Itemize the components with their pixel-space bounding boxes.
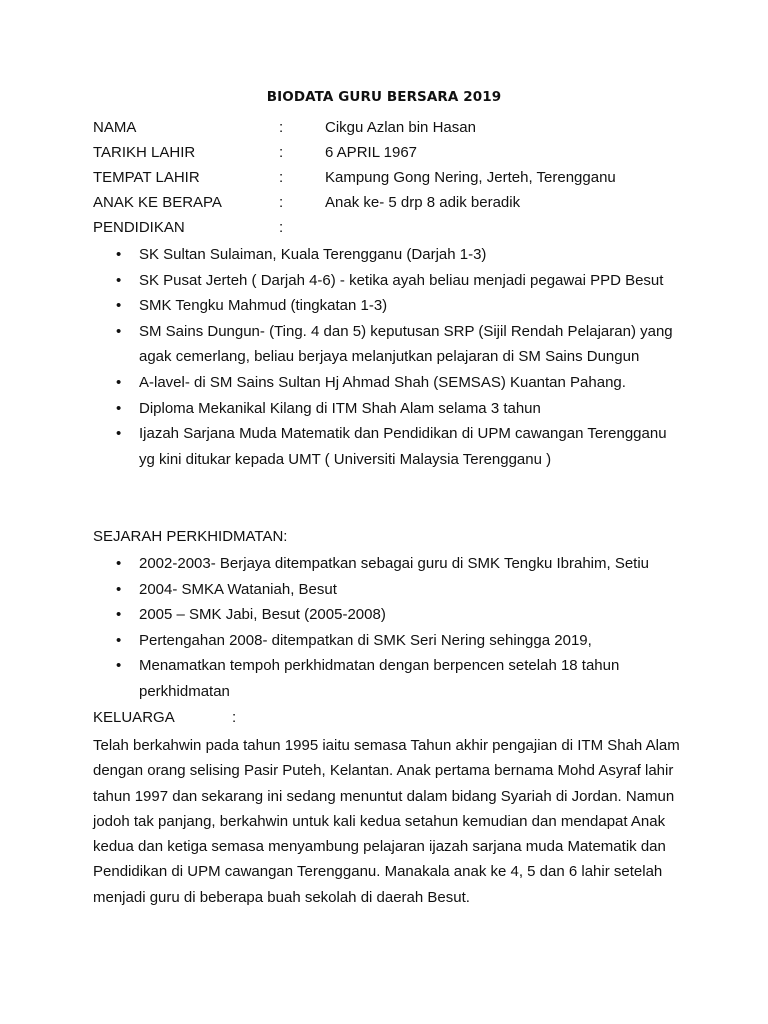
field-value: 6 APRIL 1967 bbox=[325, 144, 418, 161]
bullet-icon: • bbox=[116, 657, 122, 675]
family-label: KELUARGA bbox=[93, 709, 175, 726]
bullet-icon: • bbox=[116, 425, 122, 443]
bullet-icon: • bbox=[116, 555, 122, 572]
page-title: BIODATA GURU BERSARA 2019 bbox=[266, 89, 502, 105]
list-item: • 2002-2003- Berjaya ditempatkan sebagai guru di SMK Tengku Ibrahim, Setiu bbox=[0, 551, 679, 577]
field-value: Anak ke- 5 drp 8 adik beradik bbox=[325, 194, 521, 211]
field-label: NAMA bbox=[93, 119, 137, 136]
family-paragraph: Telah berkahwin pada tahun 1995 iaitu semasa Tahun akhir pengajian di ITM Shah Alam dengan orang selising Pasir Puteh, Kelantan. Anak pertama bernama Mohd Asyraf lahir tahun 1997 dan sekarang ini sedang menuntut dalam bidang Syariah di Jordan. Namun jodoh tak panjang, berkahwin untuk kali kedua setahun kemudian dan mendapat Anak kedua dan ketiga semasa menyambung pelajaran ijazah sarjana muda Matematik dan Pendidikan di UPM cawangan Terengganu. Manakala anak ke 4, 5 dan 6 lahir setelah menjadi guru di beberapa buah sekolah di daerah Besut. bbox=[93, 737, 680, 906]
list-item: • Pertengahan 2008- ditempatkan di SMK Seri Nering sehingga 2019, bbox=[0, 628, 679, 654]
bullet-icon: • bbox=[116, 606, 122, 624]
service-list bbox=[0, 551, 768, 705]
list-item: • Diploma Mekanikal Kilang di ITM Shah Alam selama 3 tahun bbox=[0, 396, 679, 422]
list-item: • SK Sultan Sulaiman, Kuala Terengganu (Darjah 1-3) bbox=[0, 242, 679, 268]
field-colon: : bbox=[279, 119, 284, 136]
list-item: • Ijazah Sarjana Muda Matematik dan Pendidikan di UPM cawangan Terengganu yg kini ditukar kepada UMT ( Universiti Malaysia Terengganu ) bbox=[0, 421, 679, 472]
family-colon: : bbox=[232, 709, 237, 726]
field-label: ANAK KE BERAPA bbox=[93, 194, 222, 211]
field-label: TARIKH LAHIR bbox=[93, 144, 196, 161]
bullet-icon: • bbox=[116, 322, 122, 340]
bullet-icon: • bbox=[116, 399, 122, 417]
list-item: • Menamatkan tempoh perkhidmatan dengan berpencen setelah 18 tahun perkhidmatan bbox=[0, 653, 679, 704]
field-value: Cikgu Azlan bin Hasan bbox=[325, 119, 476, 136]
field-colon: : bbox=[279, 169, 284, 186]
list-item: • SK Pusat Jerteh ( Darjah 4-6) - ketika ayah beliau menjadi pegawai PPD Besut bbox=[0, 268, 679, 294]
list-item: • 2004- SMKA Wataniah, Besut bbox=[0, 577, 679, 603]
field-colon: : bbox=[279, 194, 284, 211]
bullet-icon: • bbox=[116, 631, 122, 649]
list-item: • A-lavel- di SM Sains Sultan Hj Ahmad Shah (SEMSAS) Kuantan Pahang. bbox=[0, 370, 679, 396]
list-item: • SMK Tengku Mahmud (tingkatan 1-3) bbox=[0, 293, 679, 319]
field-colon: : bbox=[279, 144, 284, 161]
bullet-icon: • bbox=[116, 580, 122, 598]
bullet-icon: • bbox=[116, 373, 122, 391]
field-label: PENDIDIKAN bbox=[93, 219, 185, 236]
field-colon: : bbox=[279, 219, 284, 236]
field-value: Kampung Gong Nering, Jerteh, Terengganu bbox=[325, 169, 616, 186]
bullet-icon: • bbox=[116, 246, 122, 263]
education-list bbox=[0, 242, 768, 472]
service-heading: SEJARAH PERKHIDMATAN: bbox=[93, 528, 288, 545]
field-label: TEMPAT LAHIR bbox=[93, 169, 200, 186]
bullet-icon: • bbox=[116, 297, 122, 315]
list-item: • 2005 – SMK Jabi, Besut (2005-2008) bbox=[0, 602, 679, 628]
bullet-icon: • bbox=[116, 271, 122, 289]
list-item: • SM Sains Dungun- (Ting. 4 dan 5) keputusan SRP (Sijil Rendah Pelajaran) yang agak cemerlang, beliau berjaya melanjutkan pelajaran di SM Sains Dungun bbox=[0, 319, 679, 370]
